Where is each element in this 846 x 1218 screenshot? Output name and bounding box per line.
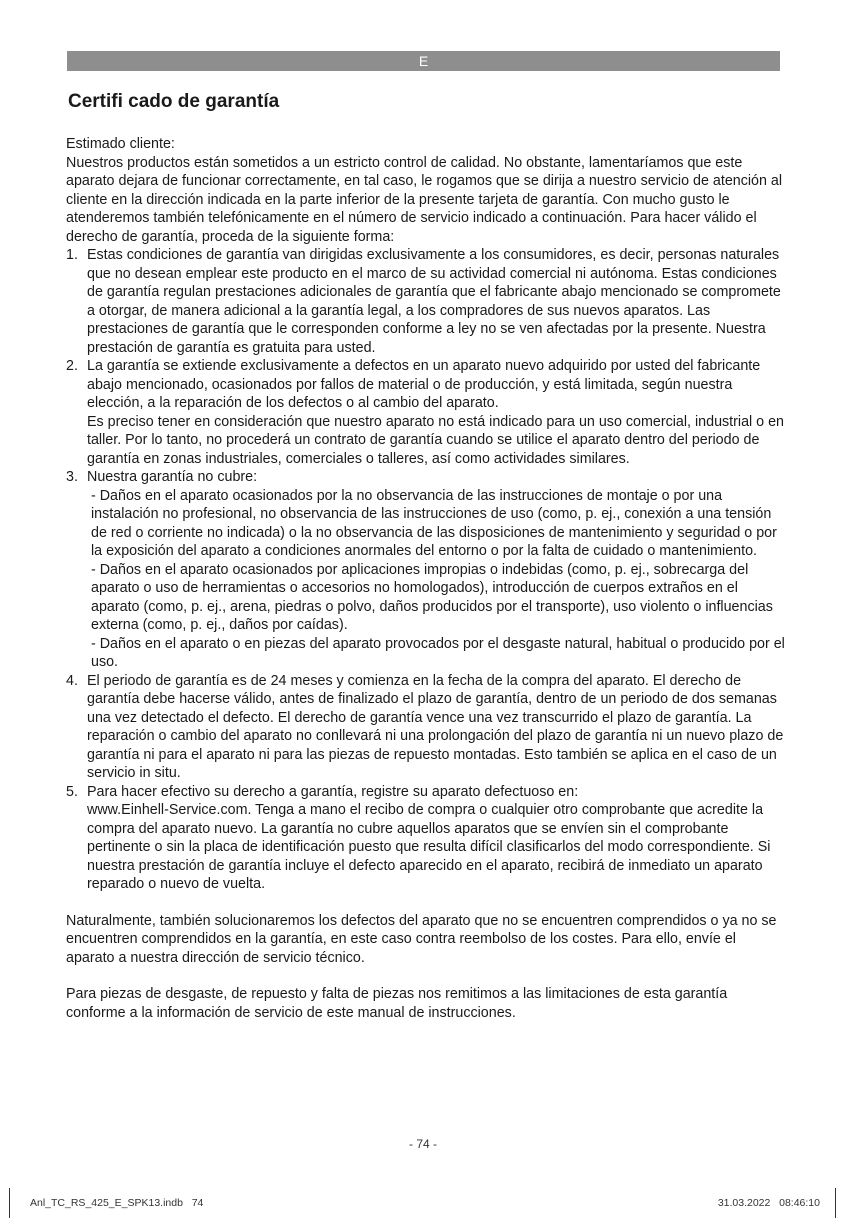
footer-filename: Anl_TC_RS_425_E_SPK13.indb 74 xyxy=(30,1197,204,1209)
condition-number: 1. xyxy=(66,247,78,263)
condition-text: Nuestra garantía no cubre: xyxy=(87,469,258,485)
footer-timestamp: 31.03.2022 08:46:10 xyxy=(717,1197,820,1209)
footer-divider-left xyxy=(9,1188,10,1218)
warranty-body xyxy=(66,135,786,1022)
condition-number: 3. xyxy=(66,469,78,485)
condition-text-continued: www.Einhell-Service.com. Tenga a mano el recibo de compra o cualquier otro comprobante que acredite la compra del aparato nuevo. La garantía no cubre aquellos aparatos que se envíen sin el comprobante pertinente o sin la placa de identificación puesto que resulta difícil clasificarlos del modo correspondiente. Si nuestra prestación de garantía incluye el defecto aparecido en el aparato, recibirá de inmediato un aparato reparado o nuevo de vuelta. xyxy=(87,802,771,892)
exclusion-item: - Daños en el aparato o en piezas del aparato provocados por el desgaste natural, habitual o producido por el uso. xyxy=(91,635,785,670)
conditions-list xyxy=(66,246,786,894)
condition-number: 4. xyxy=(66,672,78,689)
language-header-bar xyxy=(67,51,780,71)
condition-number: 5. xyxy=(66,783,78,800)
condition-number: 2. xyxy=(66,358,78,374)
exclusion-item: - Daños en el aparato ocasionados por la no observancia de las instrucciones de montaje o por una instalación no profesional, no observancia de las instrucciones de uso (como, p. ej., conexión a una tensión de red o corriente no indicada) o la no observancia de las disposiciones de mantenimiento y seguridad o por la exposición del aparato a condiciones anormales del entorno o por la falta de cuidado o mantenimiento. xyxy=(91,487,777,559)
condition-text-continued: Es preciso tener en consideración que nuestro aparato no está indicado para un uso comercial, industrial o en taller. Por lo tanto, no procederá un contrato de garantía cuando se utilice el aparato dentro del periodo de garantía en zonas industriales, comerciales o talleres, así como actividades similares. xyxy=(87,413,785,467)
condition-text: La garantía se extiende exclusivamente a defectos en un aparato nuevo adquirido por usted del fabricante abajo mencionado, ocasionados por fallos de material o de producción, y está limitada, según nuestra elección, a la reparación de los defectos o al cambio del aparato. xyxy=(87,358,761,411)
condition-text: El periodo de garantía es de 24 meses y comienza en la fecha de la compra del aparato. El derecho de garantía debe hacerse válido, antes de finalizado el plazo de garantía, dentro de un periodo de dos semanas una vez detectado el defecto. El derecho de garantía vence una vez transcurrido el plazo de garantía. La reparación o cambio del aparato no conllevará ni una prolongación del plazo de garantía ni un nuevo plazo de garantía ni para el aparato ni para las piezas de repuesto montadas. Esto también se aplica en el caso de un servicio in situ. xyxy=(87,672,784,781)
closing-paragraph-repairs: Naturalmente, también solucionaremos los defectos del aparato que no se encuentren comprendidos o ya no se encuentren comprendidos en la garantía, en este caso contra reembolso de los costes. Para ello, envíe el aparato a nuestra dirección de servicio técnico. xyxy=(66,912,777,966)
intro-paragraph: Nuestros productos están sometidos a un estricto control de calidad. No obstante, lamentaríamos que este aparato dejara de funcionar correctamente, en tal caso, le rogamos que se dirija a nuestro servicio de atención al cliente en la dirección indicada en la parte inferior de la presente tarjeta de garantía. Con mucho gusto le atenderemos también telefónicamente en el número de servicio indicado a continuación. Para hacer válido el derecho de garantía, proceda de la siguiente forma: xyxy=(66,154,783,245)
condition-item-1 xyxy=(66,246,786,357)
condition-item-3 xyxy=(66,468,786,672)
condition-text: Para hacer efectivo su derecho a garantía, registre su aparato defectuoso en: xyxy=(87,783,579,800)
condition-item-4 xyxy=(66,672,786,783)
page-title: Certifi cado de garantía xyxy=(68,91,280,112)
condition-item-5 xyxy=(66,783,786,894)
language-code: E xyxy=(418,53,429,69)
exclusion-item: - Daños en el aparato ocasionados por aplicaciones impropias o indebidas (como, p. ej., sobrecarga del aparato o uso de herramientas o accesorios no homologados), introducción de cuerpos extraños en el aparato (como, p. ej., arena, piedras o polvo, daños producidos por el transporte), uso violento o influencias externa (como, p. ej., daños por caídas). xyxy=(91,561,773,633)
condition-text: Estas condiciones de garantía van dirigidas exclusivamente a los consumidores, es decir, personas naturales que no desean emplear este producto en el marco de su actividad comercial ni autónoma. Estas condiciones de garantía regulan prestaciones adicionales de garantía que el fabricante abajo mencionado se compromete a otorgar, de manera adicional a la garantía legal, a los compradores de sus nuevos aparatos. Las prestaciones de garantía que le corresponden conforme a ley no se ven afectadas por la presente. Nuestra prestación de garantía es gratuita para usted. xyxy=(87,247,781,356)
page-number: - 74 - xyxy=(408,1137,437,1151)
closing-paragraph-parts: Para piezas de desgaste, de repuesto y falta de piezas nos remitimos a las limitaciones de esta garantía conforme a la información de servicio de este manual de instrucciones. xyxy=(66,986,728,1021)
greeting: Estimado cliente: xyxy=(66,136,175,152)
footer-divider-right xyxy=(835,1188,836,1218)
condition-item-2 xyxy=(66,357,786,468)
